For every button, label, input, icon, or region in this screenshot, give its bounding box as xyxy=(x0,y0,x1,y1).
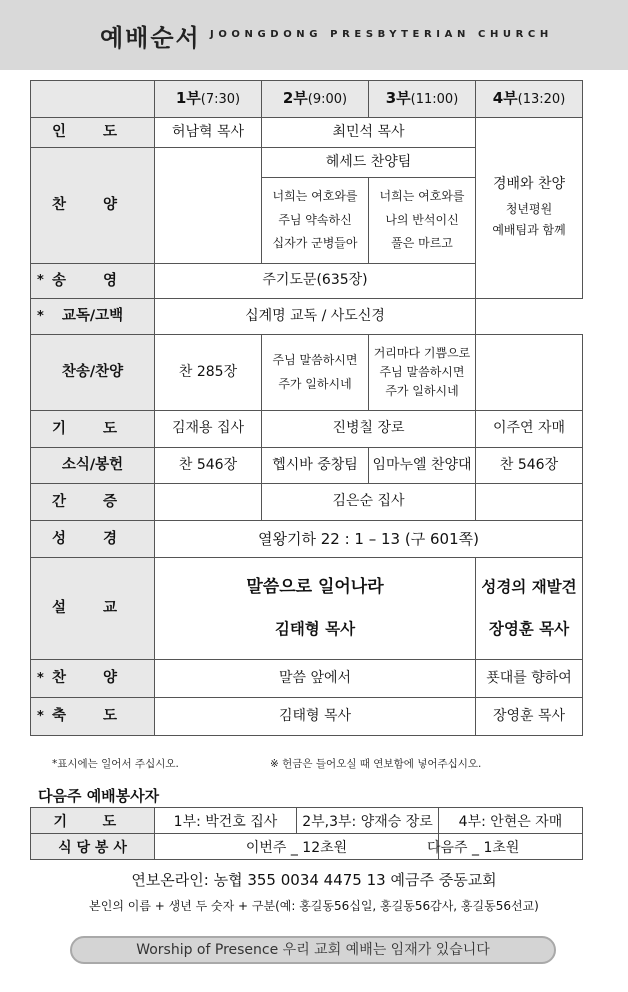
leader-s1: 허남혁 목사 xyxy=(155,118,262,148)
row-scripture xyxy=(31,521,583,558)
row-news xyxy=(31,448,583,484)
praise-s3-song-3: 풀은 마르고 xyxy=(391,236,453,251)
standing-mark: * xyxy=(37,670,44,686)
next-prayer-row xyxy=(31,808,583,834)
row-reading xyxy=(31,299,583,335)
praise-s4-team-1: 청년평원 xyxy=(505,202,553,217)
next-prayer-2: 2부,3부: 양재승 장로 xyxy=(297,808,439,834)
testimony-s23: 김은순 집사 xyxy=(262,484,476,521)
next-prayer-label: 기 도 xyxy=(31,808,155,834)
standing-note: *표시에는 일어서 주십시오. xyxy=(52,758,179,770)
header-bar xyxy=(0,0,628,70)
praise-song-value: 주기도문(635장) xyxy=(155,264,476,299)
label-news: 소식/봉헌 xyxy=(31,448,155,484)
online-offering-info: 연보온라인: 농협 355 0034 4475 13 예금주 중동교회 xyxy=(131,871,497,889)
label-testimony: 간 증 xyxy=(31,484,155,521)
praise-s3-song-1: 너희는 여호와를 xyxy=(379,189,465,204)
praise-s2-song-3: 십자가 군병들아 xyxy=(272,236,358,251)
service-1-header: 1부(7:30) xyxy=(155,81,262,118)
label-hymn2: * 찬 양 xyxy=(31,660,155,698)
praise-s2 xyxy=(262,178,369,264)
next-week-title: 다음주 예배봉사자 xyxy=(38,787,160,805)
praise-team: 헤세드 찬양팀 xyxy=(262,148,476,178)
service-3-header: 3부(11:00) xyxy=(369,81,476,118)
news-s4: 찬 546장 xyxy=(476,448,583,484)
church-name: JOONGDONG PRESBYTERIAN CHURCH xyxy=(210,29,553,40)
next-meal-row xyxy=(31,834,583,860)
service-2-header: 2부(9:00) xyxy=(262,81,369,118)
praise-s4-title: 경배와 찬양 xyxy=(492,175,566,192)
praise-s1 xyxy=(155,148,262,264)
row-testimony xyxy=(31,484,583,521)
row-prayer xyxy=(31,411,583,448)
prayer-s1: 김재용 집사 xyxy=(155,411,262,448)
label-hymn: 찬송/찬양 xyxy=(31,335,155,411)
hymn2-value: 말씀 앞에서 xyxy=(155,660,476,698)
sermon-s4-title: 성경의 재발견 xyxy=(481,578,577,597)
hymn-s3 xyxy=(369,335,476,411)
standing-mark: * xyxy=(37,272,44,288)
prayer-s23: 진병칠 장로 xyxy=(262,411,476,448)
hymn-s2-line-1: 주님 말씀하시면 xyxy=(272,353,358,368)
meal-next-week: 다음주 _ 1초원 xyxy=(439,834,583,860)
label-benediction: * 축 도 xyxy=(31,698,155,736)
praise-s4 xyxy=(476,118,583,299)
sermon-s4 xyxy=(476,558,583,660)
hymn-s1: 찬 285장 xyxy=(155,335,262,411)
praise-s2-song-1: 너희는 여호와를 xyxy=(272,189,358,204)
news-s3: 임마누엘 찬양대 xyxy=(369,448,476,484)
prayer-s4: 이주연 자매 xyxy=(476,411,583,448)
sermon-s4-preacher: 장영훈 목사 xyxy=(488,619,570,638)
sermon-preacher: 김태형 목사 xyxy=(274,620,356,639)
hymn-s2-line-2: 주가 일하시네 xyxy=(278,376,352,391)
offering-name-format: 본인의 이름 + 생년 두 숫자 + 구분(예: 홍길동56십일, 홍길동56감사, 홍길동56선교) xyxy=(89,899,539,913)
sermon-title: 말씀으로 일어나라 xyxy=(246,577,384,598)
news-s1: 찬 546장 xyxy=(155,448,262,484)
row-benediction xyxy=(31,698,583,736)
testimony-s1 xyxy=(155,484,262,521)
standing-mark: * xyxy=(37,308,44,324)
reading-value: 십계명 교독 / 사도신경 xyxy=(155,299,476,335)
next-week-table xyxy=(30,807,583,860)
row-sermon xyxy=(31,558,583,660)
label-praise-song: * 송 영 xyxy=(31,264,155,299)
label-reading: * 교독/고백 xyxy=(31,299,155,335)
hymn-s2 xyxy=(262,335,369,411)
praise-s3 xyxy=(369,178,476,264)
label-prayer: 기 도 xyxy=(31,411,155,448)
next-prayer-1: 1부: 박건호 집사 xyxy=(155,808,297,834)
sermon-s123 xyxy=(155,558,476,660)
hymn-s3-line-3: 주가 일하시네 xyxy=(385,384,459,399)
next-prayer-3: 4부: 안현은 자매 xyxy=(439,808,583,834)
label-praise: 찬 양 xyxy=(31,148,155,264)
standing-mark: * xyxy=(37,708,44,724)
offering-note: ※ 헌금은 들어오실 때 연보함에 넣어주십시오. xyxy=(270,758,482,770)
praise-s4-team-2: 예배팀과 함께 xyxy=(492,222,566,237)
next-meal-label: 식 당 봉 사 xyxy=(31,834,155,860)
praise-s2-song-2: 주님 약속하신 xyxy=(278,212,352,227)
testimony-s4 xyxy=(476,484,583,521)
label-leader: 인 도 xyxy=(31,118,155,148)
praise-s3-song-2: 나의 반석이신 xyxy=(385,212,459,227)
leader-s23: 최민석 목사 xyxy=(262,118,476,148)
hymn2-s4: 푯대를 향하여 xyxy=(476,660,583,698)
corner-cell xyxy=(31,81,155,118)
label-sermon: 설 교 xyxy=(31,558,155,660)
row-hymn xyxy=(31,335,583,411)
worship-order-table xyxy=(30,80,583,736)
page-title: 예배순서 xyxy=(100,24,201,52)
meal-this-week: 이번주 _ 12초원 xyxy=(155,834,439,860)
row-leader xyxy=(31,118,583,148)
news-s2: 헵시바 중창팀 xyxy=(262,448,369,484)
slogan-banner: Worship of Presence 우리 교회 예배는 임재가 있습니다 xyxy=(70,936,556,964)
service-4-header: 4부(13:20) xyxy=(476,81,583,118)
label-scripture: 성 경 xyxy=(31,521,155,558)
benediction-value: 김태형 목사 xyxy=(155,698,476,736)
row-hymn2 xyxy=(31,660,583,698)
hymn-s3-line-2: 주님 말씀하시면 xyxy=(379,364,465,379)
benediction-s4: 장영훈 목사 xyxy=(476,698,583,736)
scripture-value: 열왕기하 22 : 1 – 13 (구 601쪽) xyxy=(155,521,583,558)
hymn-s3-line-1: 거리마다 기쁨으로 xyxy=(373,345,471,360)
service-header-row xyxy=(31,81,583,118)
hymn-s4 xyxy=(476,335,583,411)
